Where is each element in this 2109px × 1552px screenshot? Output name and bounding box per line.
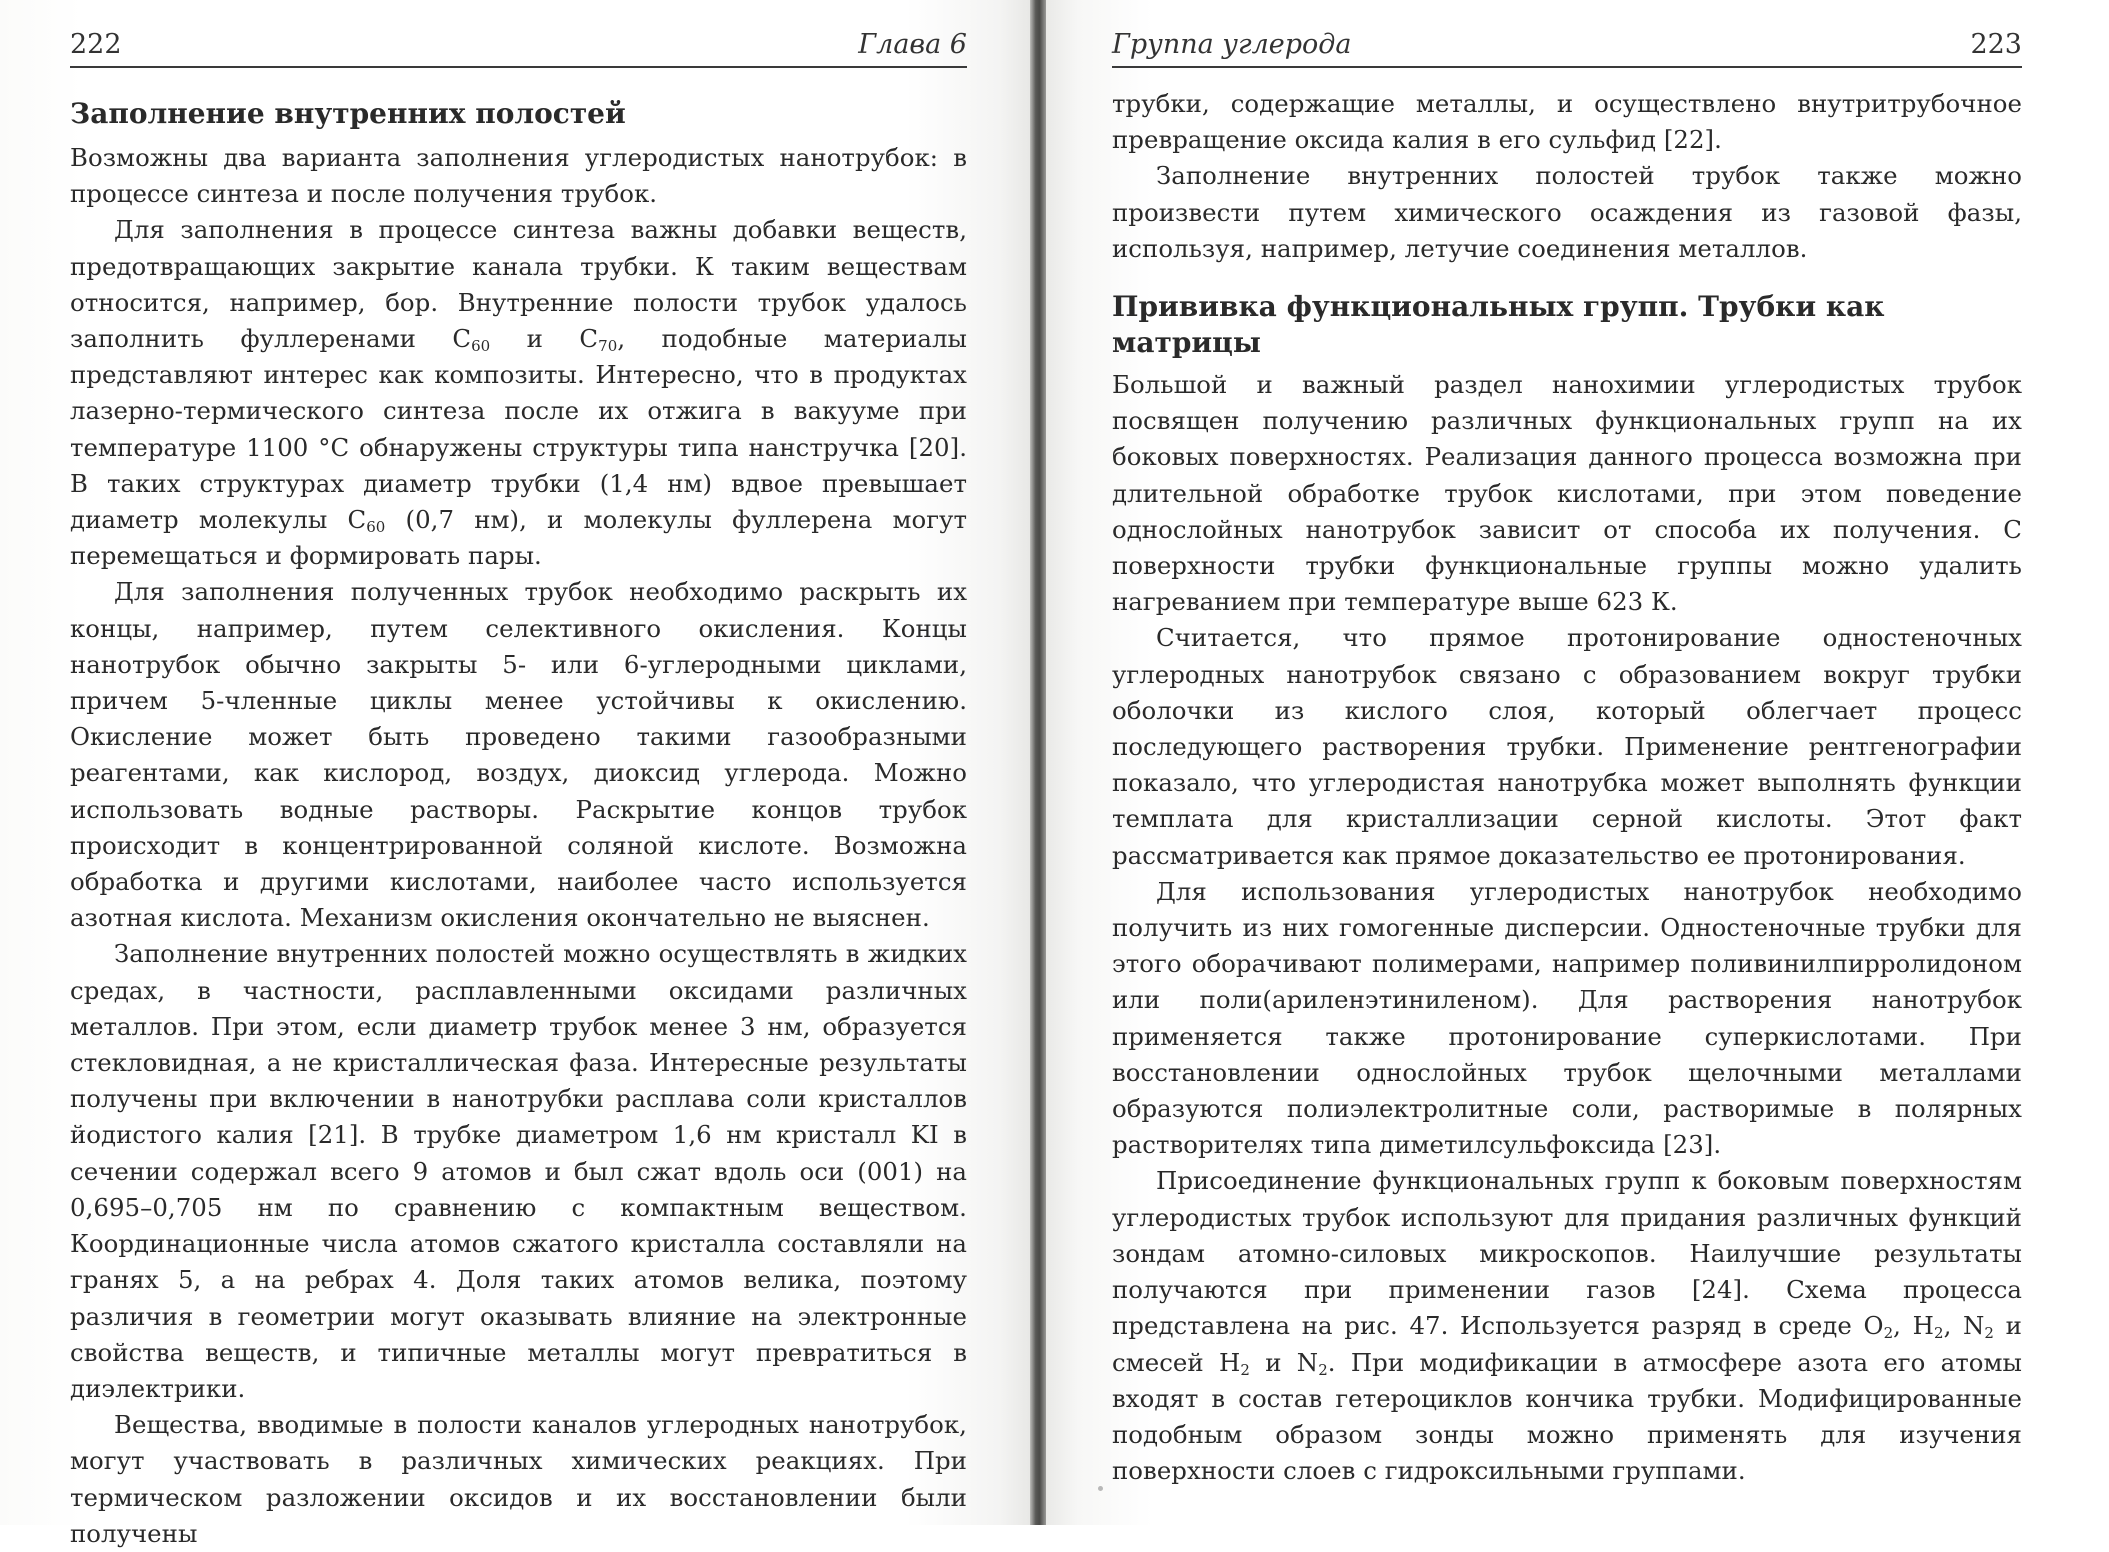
paragraph: Возможны два варианта заполнения углеродистых нанотрубок: в процессе синтеза и после получения трубок.: [70, 143, 967, 209]
paragraph: Считается, что прямое протонирование одностеночных углеродных нанотрубок связано с образованием вокруг трубки оболочки из кислого слоя, который облегчает процесс последующего растворения трубки. Применение рентгенографии показало, что углеродистая нанотрубка может выполнять функции темплата для кристаллизации серной кислоты. Этот факт рассматривается как прямое доказательство ее протонирования.: [1112, 623, 2022, 870]
paragraph: Заполнение внутренних полостей трубок также можно произвести путем химического осаждения из газовой фазы, используя, например, летучие соединения металлов.: [1112, 161, 2022, 263]
paragraph-continuation: трубки, содержащие металлы, и осуществлено внутритрубочное превращение оксида калия в его сульфид [22].: [1112, 89, 2022, 155]
right-text-column: [1112, 86, 2022, 1489]
paragraph: Для заполнения полученных трубок необходимо раскрыть их концы, например, путем селективного окисления. Концы нанотрубок обычно закрыты 5- или 6-углеродными циклами, причем 5-членные циклы менее устойчивы к окислению. Окисление может быть проведено такими газообразными реагентами, как кислород, воздух, диоксид углерода. Можно использовать водные растворы. Раскрытие концов трубок происходит в концентрированной соляной кислоте. Возможна обработка и другими кислотами, наиболее часто используется азотная кислота. Механизм окисления окончательно не выяснен.: [70, 577, 967, 933]
right-running-head: [1112, 20, 2022, 68]
left-page: [0, 0, 1030, 1548]
section-heading-functional-groups: Прививка функциональных групп. Трубки как матрицы: [1112, 290, 1885, 360]
left-page-number: 222: [70, 29, 122, 60]
right-page: [1046, 0, 2109, 1525]
left-running-head: [70, 20, 967, 68]
right-page-number: 223: [1970, 29, 2022, 60]
book-gutter: [1030, 0, 1046, 1525]
right-chapter-title: Группа углерода: [1112, 29, 1352, 60]
paragraph: Для использования углеродистых нанотрубок необходимо получить из них гомогенные дисперсии. Одностенoчные трубки для этого оборачивают полимерами, например поливинилпирролидоном или поли(ариленэтиниленом). Для растворения нанотрубок применяется также протонирование суперкислотами. При восстановлении однослойных трубок щелочными металлами образуются полиэлектролитные соли, растворимые в полярных растворителях типа диметилсульфоксида [23].: [1112, 876, 2022, 1160]
paragraph-fullerenes: Для заполнения в процессе синтеза важны добавки веществ, предотвращающих закрытие канала трубки. К таким веществам относится, например, бор. Внутренние полости трубок удалось заполнить фуллеренами $С_{60}$ и $С_{70}$, подобные материалы представляют интерес как композиты. Интересно, что в продуктах лазерно-термического синтеза после их отжига в вакууме при температуре 1100 °С обнаружены структуры типа нанстручка [20]. В таких структурах диаметр трубки (1,4 нм) вдвое превышает диаметр молекулы $С_{60}$ (0,7 нм), и молекулы фуллерена могут перемещаться и формировать пары.: [70, 215, 968, 571]
paper-speck: [1098, 1486, 1103, 1491]
paragraph: Большой и важный раздел нанохимии углеродистых трубок посвящен получению различных функциональных групп на их боковых поверхностях. Реализация данного процесса возможна при длительной обработке трубок кислотами, при этом поведение однослойных нанотрубок зависит от способа их получения. С поверхности трубки функциональные группы можно удалить нагреванием при температуре выше 623 К.: [1112, 370, 2022, 617]
paragraph: Вещества, вводимые в полости каналов углеродных нанотрубок, могут участвовать в различных химических реакциях. При термическом разложении оксидов и их восстановлении были получены: [70, 1410, 967, 1548]
section-heading-filling: Заполнение внутренних полостей: [70, 97, 626, 130]
paragraph-gases: Присоединение функциональных групп к боковым поверхностям углеродистых трубок используют для придания различных функций зондам атомно-силовых микроскопов. Наилучшие результаты получаются при применении газов [24]. Схема процесса представлена на рис. 47. Используется разряд в среде $О_2$, $Н_2$, $N_2$ и смесей $Н_2$ и $N_2$. При модификации в атмосфере азота его атомы входят в состав гетероциклов кончика трубки. Модифицированные подобным образом зонды можно применять для изучения поверхности слоев с гидроксильными группами.: [1112, 1166, 2023, 1486]
left-text-column: [70, 96, 967, 1552]
left-chapter-title: Глава 6: [858, 29, 967, 60]
paragraph: Заполнение внутренних полостей можно осуществлять в жидких средах, в частности, расплавленными оксидами различных металлов. При этом, если диаметр трубок менее 3 нм, образуется стекловидная, а не кристаллическая фаза. Интересные результаты получены при включении в нанотрубки расплава соли кристаллов йодистого калия [21]. В трубке диаметром 1,6 нм кристалл KI в сечении содержал всего 9 атомов и был сжат вдоль оси (001) на 0,695–0,705 нм по сравнению с компактным веществом. Координационные числа атомов сжатого кристалла составляли на гранях 5, а на ребрах 4. Доля таких атомов велика, поэтому различия в геометрии могут оказывать влияние на электронные свойства веществ, и типичные металлы могут превратиться в диэлектрики.: [70, 939, 967, 1403]
